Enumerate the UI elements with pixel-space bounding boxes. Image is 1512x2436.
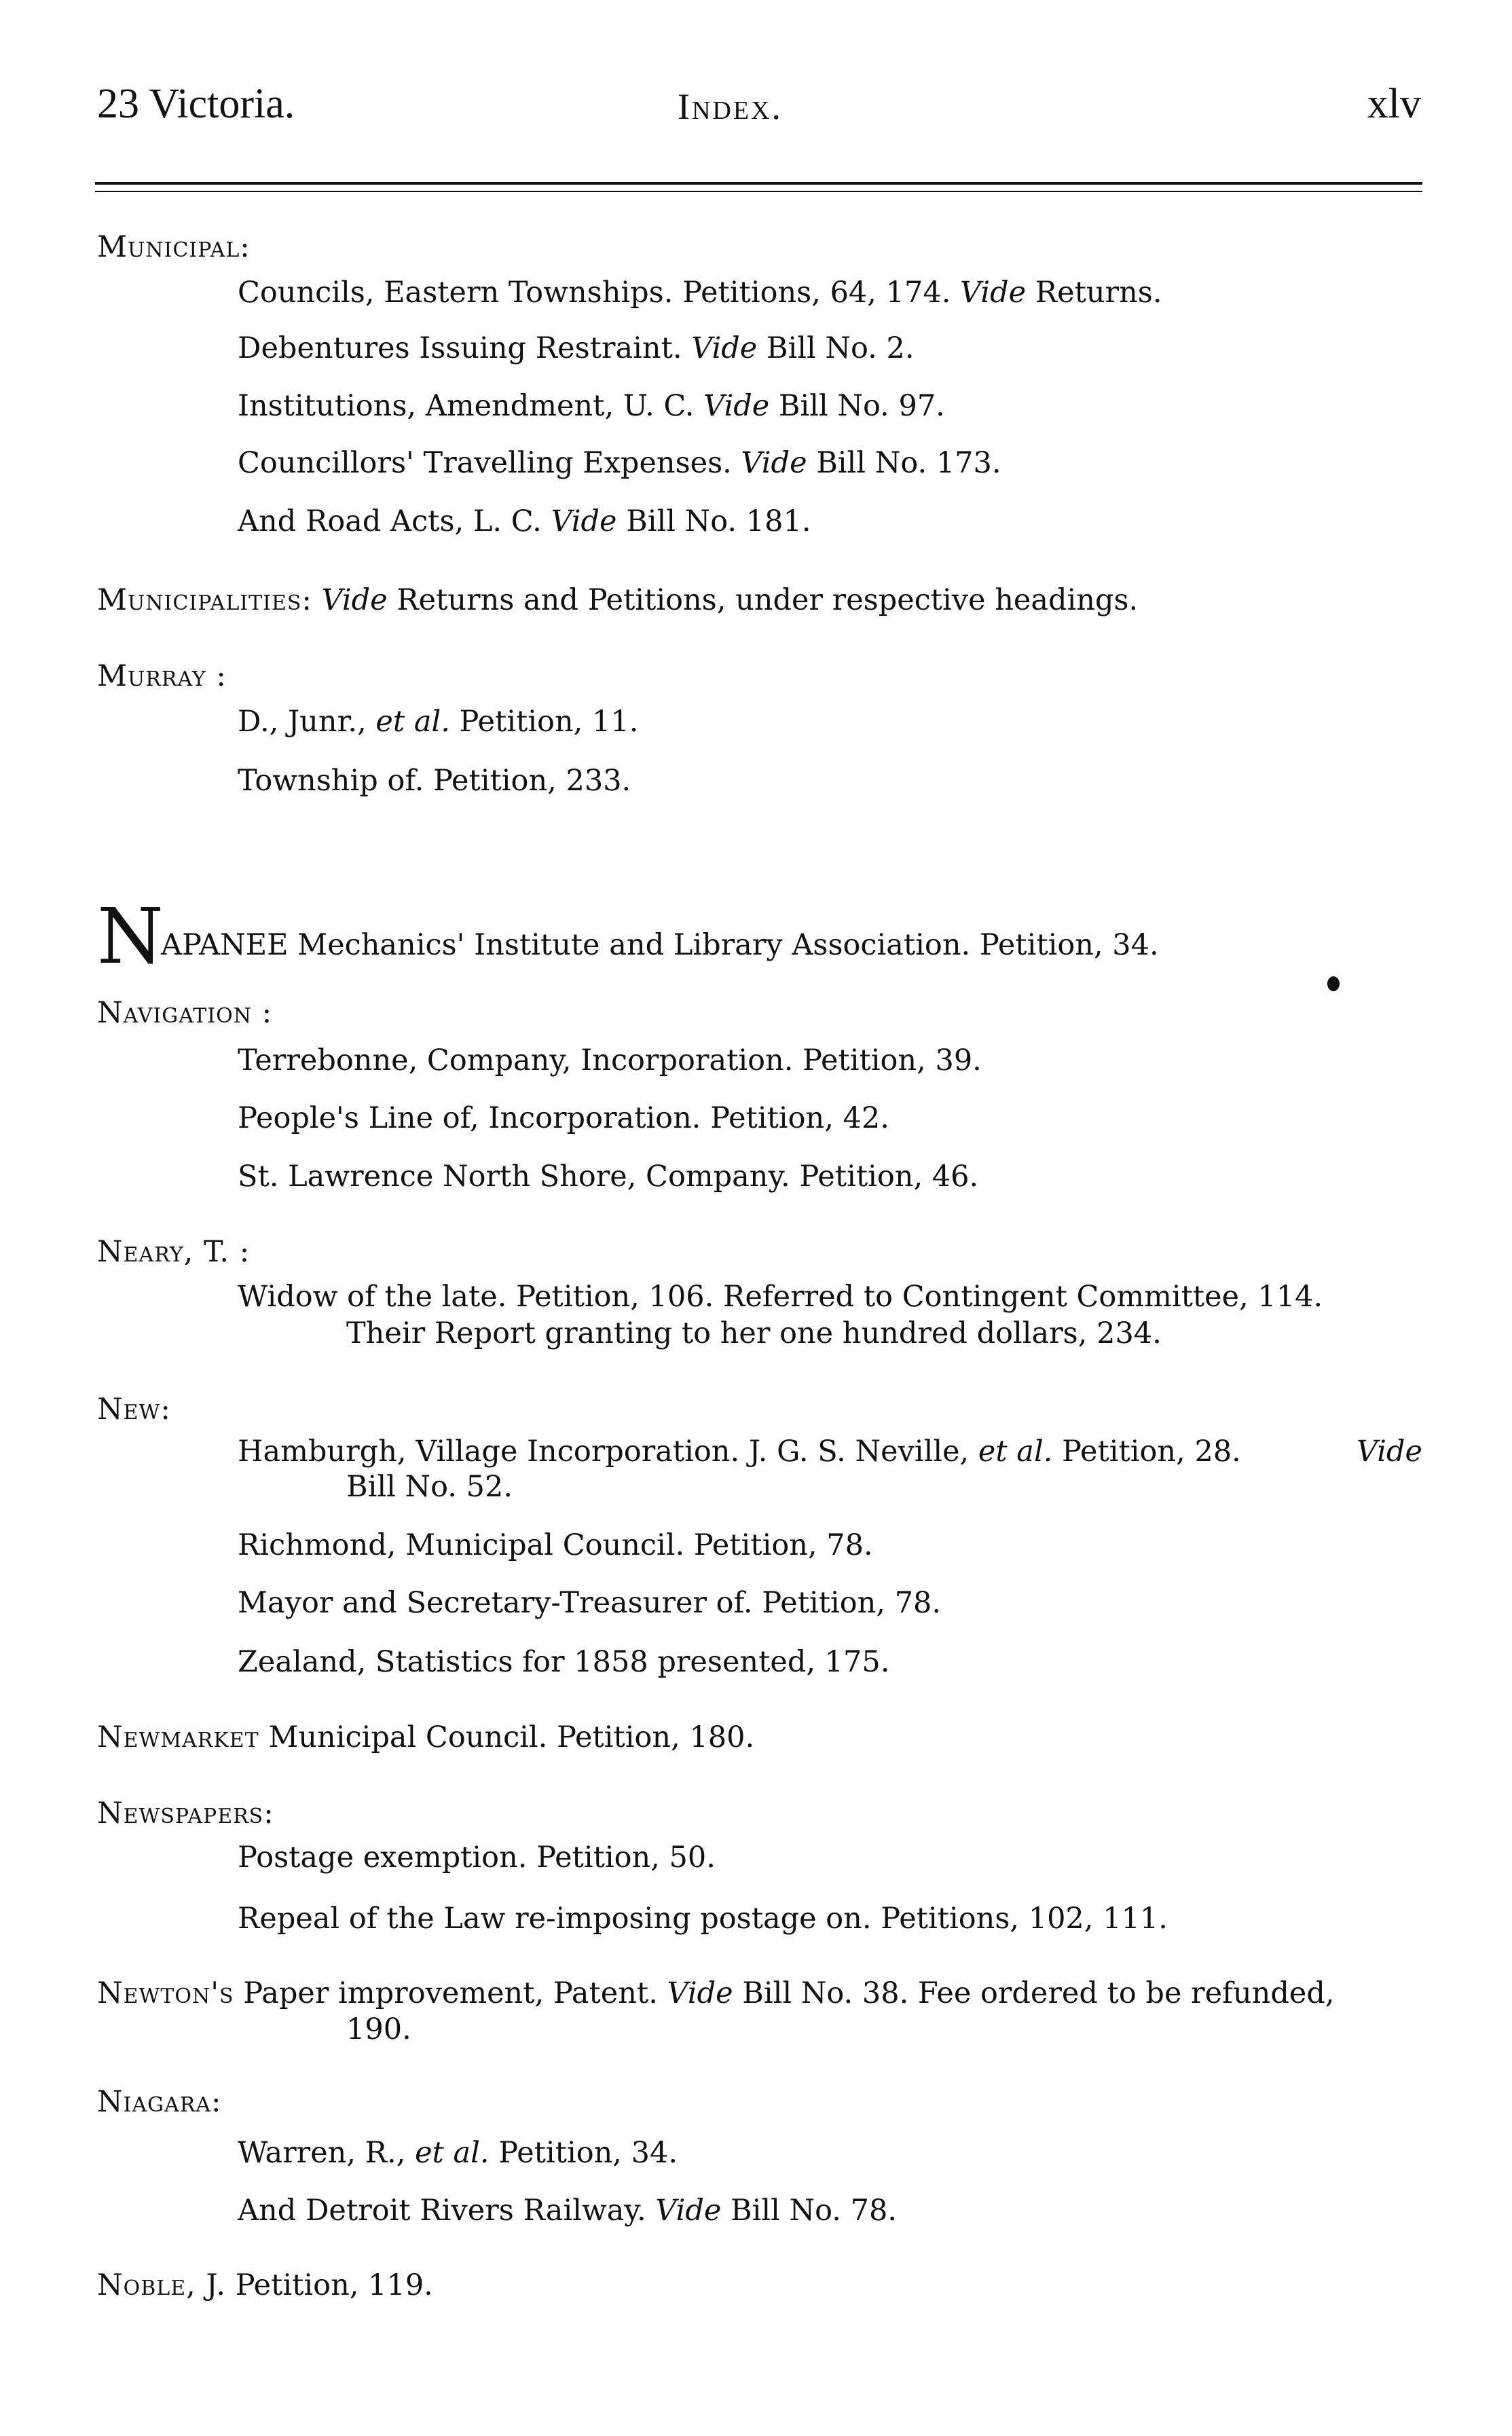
- subentry: Township of. Petition, 233.: [238, 764, 631, 798]
- entry-heading-neary: Neary, T. :: [97, 1235, 251, 1269]
- subentry: Institutions, Amendment, U. C. Vide Bill No. 97.: [238, 389, 945, 423]
- subentry: St. Lawrence North Shore, Company. Petition, 46.: [238, 1160, 979, 1194]
- section-title: Index.: [678, 86, 783, 127]
- subentry: Terrebonne, Company, Incorporation. Petition, 39.: [238, 1044, 982, 1077]
- entry-heading-new: New:: [97, 1392, 171, 1426]
- entry-continuation: 190.: [346, 2012, 411, 2046]
- page-header: [97, 80, 1421, 141]
- ink-spot: [1327, 976, 1340, 991]
- entry-newmarket: Newmarket Municipal Council. Petition, 180.: [97, 1720, 755, 1754]
- subentry-continuation: Their Report granting to her one hundred dollars, 234.: [346, 1316, 1162, 1350]
- subentry: Debentures Issuing Restraint. Vide Bill No. 2.: [238, 331, 915, 365]
- header-rule-thin: [95, 191, 1422, 192]
- entry-municipalities: Municipalities: Vide Returns and Petitions, under respective headings.: [97, 583, 1139, 617]
- page-number: xlv: [1367, 81, 1421, 127]
- subentry: Widow of the late. Petition, 106. Referred to Contingent Committee, 114.: [238, 1280, 1323, 1314]
- subentry: Councillors' Travelling Expenses. Vide Bill No. 173.: [238, 446, 1001, 480]
- subentry-continuation: Bill No. 52.: [346, 1470, 513, 1504]
- subentry: Hamburgh, Village Incorporation. J. G. S. Neville, et al. Petition, 28.: [238, 1435, 1241, 1469]
- volume-title: 23 Victoria.: [97, 81, 295, 127]
- subentry: D., Junr., et al. Petition, 11.: [238, 705, 639, 739]
- entry-heading-municipal: Municipal:: [97, 230, 251, 264]
- entry-noble: Noble, J. Petition, 119.: [97, 2268, 433, 2302]
- entry-heading-newspapers: Newspapers:: [97, 1796, 274, 1830]
- subentry: Mayor and Secretary-Treasurer of. Petition, 78.: [238, 1586, 942, 1620]
- subentry: Postage exemption. Petition, 50.: [238, 1841, 716, 1875]
- subentry: People's Line of, Incorporation. Petition, 42.: [238, 1101, 889, 1135]
- subentry: And Road Acts, L. C. Vide Bill No. 181.: [238, 504, 811, 538]
- header-rule-thick: [95, 182, 1422, 185]
- entry-napanee: NAPANEE Mechanics' Institute and Library Association. Petition, 34.: [97, 893, 1159, 981]
- section-initial-letter: N: [97, 893, 164, 981]
- vide-reference: Vide: [1356, 1435, 1422, 1469]
- subentry: Richmond, Municipal Council. Petition, 78.: [238, 1528, 873, 1562]
- subentry: Zealand, Statistics for 1858 presented, 175.: [238, 1645, 890, 1679]
- subentry: Warren, R., et al. Petition, 34.: [238, 2136, 678, 2170]
- entry-heading-navigation: Navigation :: [97, 996, 273, 1030]
- subentry: And Detroit Rivers Railway. Vide Bill No. 78.: [238, 2194, 898, 2228]
- entry-newton: Newton's Paper improvement, Patent. Vide Bill No. 38. Fee ordered to be refunded,: [97, 1976, 1335, 2010]
- entry-heading-niagara: Niagara:: [97, 2085, 222, 2119]
- subentry: Councils, Eastern Townships. Petitions, 64, 174. Vide Returns.: [238, 276, 1162, 310]
- entry-heading-murray: Murray :: [97, 659, 227, 693]
- subentry: Repeal of the Law re-imposing postage on. Petitions, 102, 111.: [238, 1902, 1168, 1936]
